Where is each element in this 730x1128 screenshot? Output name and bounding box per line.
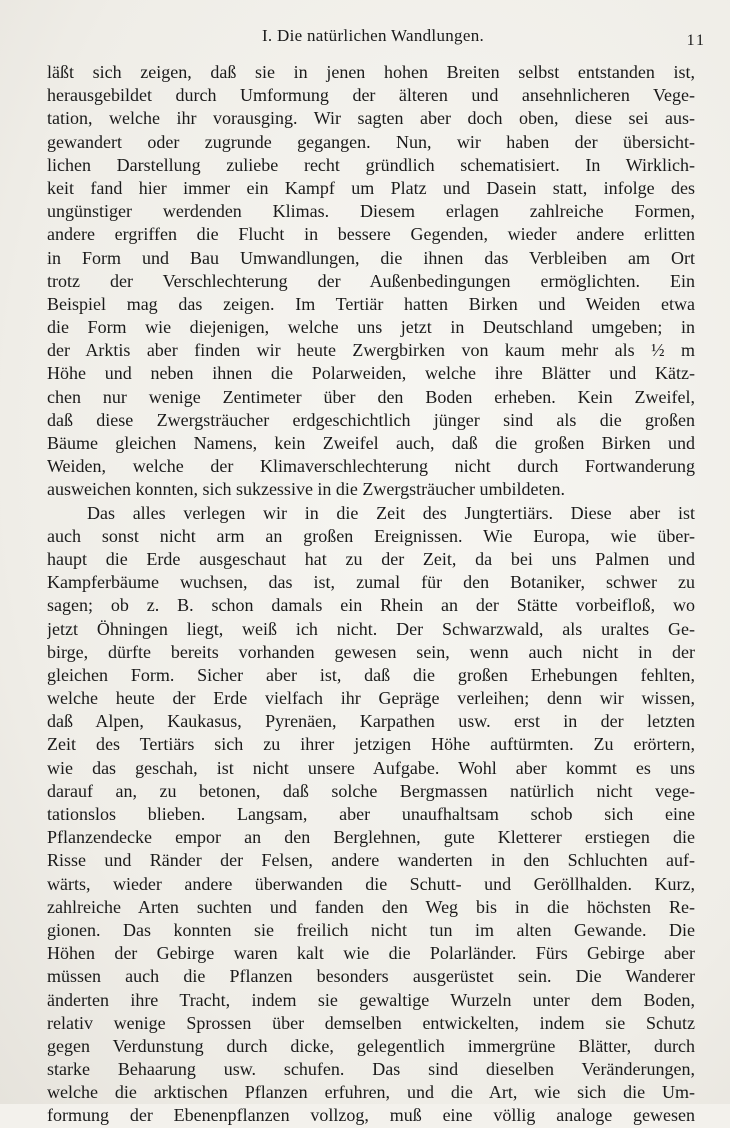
text-line: keit fand hier immer ein Kampf um Platz und Dasein statt, infolge des (47, 177, 695, 198)
running-title: I. Die natürlichen Wandlungen. (261, 26, 485, 45)
text-line: Weiden, welche der Klimaverschlechterung nicht durch Fortwanderung (47, 456, 695, 477)
text-line: Bäume gleichen Namens, kein Zweifel auch, daß die großen Birken und (47, 433, 695, 453)
text-line: läßt sich zeigen, daß sie in jenen hohen Breiten selbst entstanden ist, (47, 62, 695, 82)
text-line: gegen Verdunstung durch dicke, gelegentlich immergrüne Blätter, durch (47, 1035, 695, 1056)
text-line: ungünstiger werdenden Klimas. Diesem erlagen zahlreiche Formen, (47, 201, 695, 222)
text-line: der Arktis aber finden wir heute Zwergbirken von kaum mehr als ½ m (47, 340, 695, 361)
text-line: auch sonst nicht arm an großen Ereignissen. Wie Europa, wie über- (47, 525, 695, 546)
text-line: jetzt Öhningen liegt, weiß ich nicht. Der Schwarzwald, als uraltes Ge- (47, 618, 695, 639)
text-line: welche heute der Erde vielfach ihr Gepräge verleihen; denn wir wissen, (47, 688, 695, 709)
text-line: Das alles verlegen wir in die Zeit des Jungtertiärs. Diese aber ist (87, 502, 695, 523)
text-line: daß Alpen, Kaukasus, Pyrenäen, Karpathen usw. erst in der letzten (47, 711, 695, 732)
text-line: darauf an, zu betonen, daß solche Bergmassen natürlich nicht vege- (47, 780, 695, 801)
text-line: birge, dürfte bereits vorhanden gewesen sein, wenn auch nicht in der (47, 641, 695, 662)
text-line: herausgebildet durch Umformung der älteren und ansehnlicheren Vege- (47, 85, 695, 106)
text-line: starke Behaarung usw. schufen. Das sind dieselben Veränderungen, (47, 1059, 695, 1080)
text-line: tationslos blieben. Langsam, aber unaufhaltsam schob sich eine (47, 804, 695, 824)
text-line: tation, welche ihr vorausging. Wir sagten aber doch oben, diese sei aus- (47, 108, 695, 129)
text-line: wie das geschah, ist nicht unsere Aufgabe. Wohl aber kommt es uns (47, 757, 695, 778)
text-line: lichen Darstellung zuliebe recht gründlich schematisiert. In Wirklich- (47, 154, 695, 175)
text-line: haupt die Erde ausgeschaut hat zu der Zeit, da bei uns Palmen und (47, 548, 695, 569)
text-line: in Form und Bau Umwandlungen, die ihnen das Verbleiben am Ort (47, 247, 695, 268)
text-line: Pflanzendecke empor an den Berglehnen, gute Kletterer erstiegen die (47, 827, 695, 848)
text-line: daß diese Zwergsträucher erdgeschichtlich jünger sind als die großen (47, 409, 695, 430)
text-line: die Form wie diejenigen, welche uns jetzt in Deutschland umgeben; in (47, 317, 695, 338)
text-line: müssen auch die Pflanzen besonders ausgerüstet sein. Die Wanderer (47, 966, 695, 987)
text-line: relativ wenige Sprossen über demselben entwickelten, indem sie Schutz (47, 1012, 695, 1033)
text-line: gewandert oder zugrunde gegangen. Nun, wir haben der übersicht- (47, 131, 695, 152)
text-line: andere ergriffen die Flucht in bessere Gegenden, wieder andere erlitten (47, 224, 695, 245)
text-line: Risse und Ränder der Felsen, andere wanderten in den Schluchten auf- (47, 850, 695, 871)
text-line: welche die arktischen Pflanzen erfuhren, und die Art, wie sich die Um- (47, 1082, 695, 1103)
text-line: zahlreiche Arten suchten und fanden den Weg bis in die höchsten Re- (47, 896, 695, 917)
text-line: sagen; ob z. B. schon damals ein Rhein an der Stätte vorbeifloß, wo (47, 595, 695, 616)
page-number: 11 (686, 32, 706, 49)
text-line: ausweichen konnten, sich sukzessive in die Zwergsträucher umbildeten. (47, 479, 566, 500)
text-line: chen nur wenige Zentimeter über den Boden erheben. Kein Zweifel, (47, 386, 695, 407)
text-line: gleichen Form. Sicher aber ist, daß die großen Erhebungen fehlten, (47, 664, 695, 685)
text-line: Beispiel mag das zeigen. Im Tertiär hatten Birken und Weiden etwa (47, 293, 695, 314)
text-line: formung der Ebenenpflanzen vollzog, muß eine völlig analoge gewesen (47, 1105, 695, 1126)
body-text (47, 61, 695, 1128)
text-line: Kampferbäume wuchsen, das ist, zumal für den Botaniker, schwer zu (47, 572, 695, 593)
text-line: änderten ihre Tracht, indem sie gewaltige Wurzeln unter dem Boden, (47, 989, 695, 1010)
text-line: Zeit des Tertiärs sich zu ihrer jetzigen Höhe auftürmten. Zu erörtern, (47, 734, 695, 755)
text-line: gionen. Das konnten sie freilich nicht tun im alten Gewande. Die (47, 919, 695, 940)
text-line: Höhe und neben ihnen die Polarweiden, welche ihre Blätter und Kätz- (47, 363, 695, 384)
text-line: trotz der Verschlechterung der Außenbedingungen ermöglichten. Ein (47, 270, 695, 291)
running-header (40, 22, 706, 49)
text-line: Höhen der Gebirge waren kalt wie die Polarländer. Fürs Gebirge aber (47, 943, 695, 964)
text-line: wärts, wieder andere überwanden die Schutt- und Geröllhalden. Kurz, (47, 873, 695, 894)
